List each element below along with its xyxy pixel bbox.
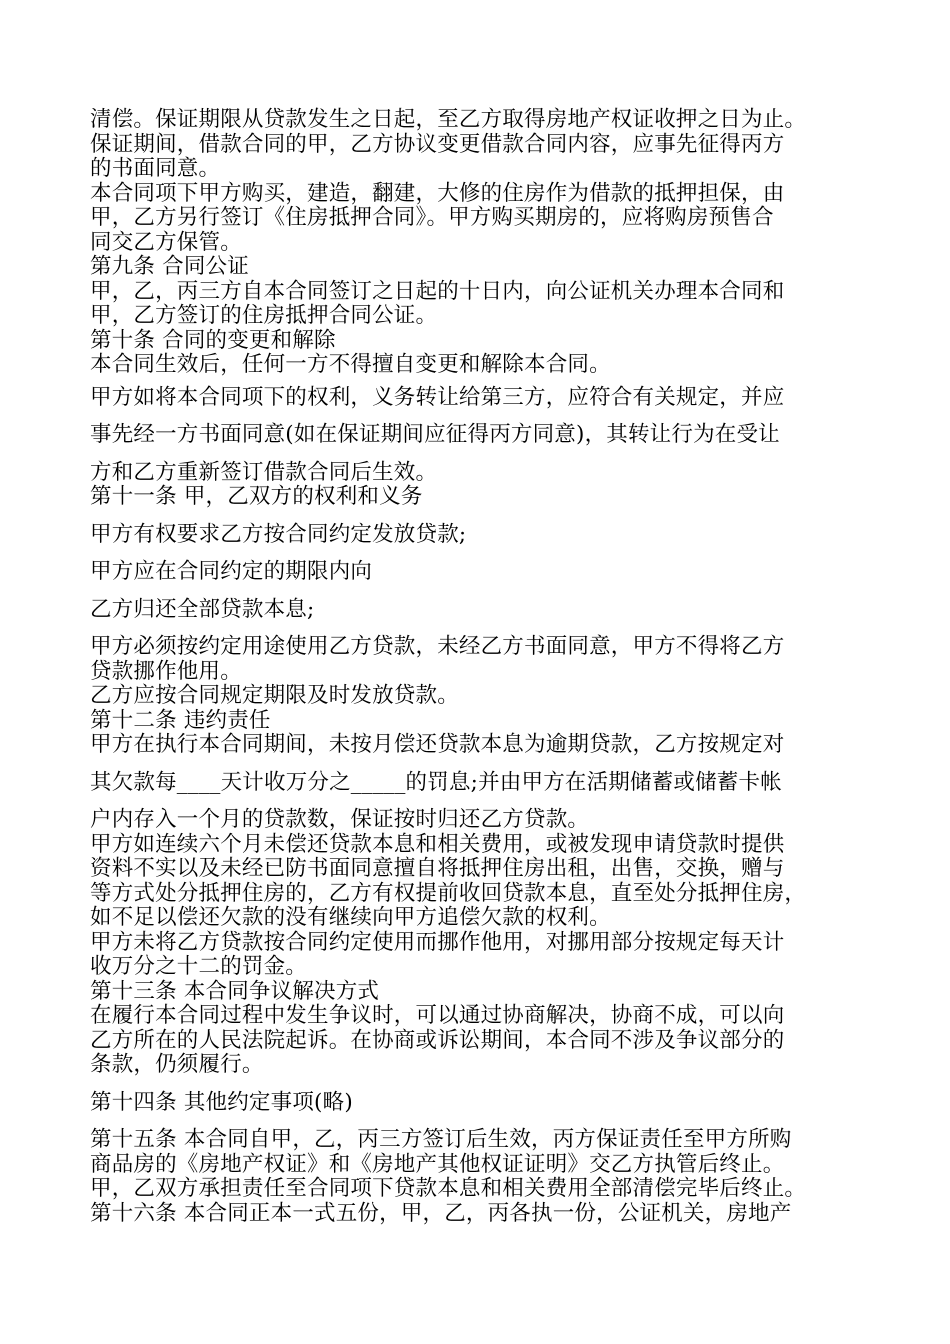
document-body [90,108,880,1226]
text-line: 等方式处分抵押住房的，乙方有权提前收回贷款本息，直至处分抵押住房， [90,880,807,906]
section-heading: 第十条 合同的变更和解除 [90,327,336,353]
text-line: 乙方归还全部贷款本息; [90,596,315,622]
text-line: 同交乙方保管。 [90,229,242,255]
text-line: 甲，乙双方承担责任至合同项下贷款本息和相关费用全部清偿完毕后终止。 [90,1176,807,1201]
text-line: 的书面同意。 [90,156,221,181]
text-line: 清偿。保证期限从贷款发生之日起，至乙方取得房地产权证收押之日为止。 [90,107,807,132]
text-line: 贷款挪作他用。 [90,658,242,684]
text-line: 保证期间，借款合同的甲，乙方协议变更借款合同内容，应事先征得丙方 [90,131,785,157]
text-line: 甲方在执行本合同期间，未按月偿还贷款本息为逾期贷款，乙方按规定对 [90,732,785,757]
text-line: 第十五条 本合同自甲，乙，丙三方签订后生效，丙方保证责任至甲方所购 [90,1127,792,1152]
text-line: 本合同项下甲方购买，建造，翻建，大修的住房作为借款的抵押担保，由 [90,180,785,206]
text-line: 如不足以偿还欠款的没有继续向甲方追偿欠款的权利。 [90,905,611,930]
text-line: 条款，仍须履行。 [90,1052,264,1077]
text-line: 甲方如连续六个月未偿还贷款本息和相关费用，或被发现申请贷款时提供 [90,831,785,857]
text-line: 乙方应按合同规定期限及时发放贷款。 [90,683,459,708]
section-heading: 第九条 合同公证 [90,254,249,279]
text-line: 方和乙方重新签订借款合同后生效。 [90,459,438,485]
section-heading: 第十三条 本合同争议解决方式 [90,978,380,1004]
text-line: 甲方必须按约定用途使用乙方贷款，未经乙方书面同意，甲方不得将乙方 [90,634,785,659]
text-line: 乙方所在的人民法院起诉。在协商或诉讼期间，本合同不涉及争议部分的 [90,1027,785,1053]
text-line: 户内存入一个月的贷款数，保证按时归还乙方贷款。 [90,807,590,832]
text-line: 本合同生效后，任何一方不得擅自变更和解除本合同。 [90,352,611,377]
section-heading: 第十四条 其他约定事项(略) [90,1089,353,1115]
text-line: 事先经一方书面同意(如在保证期间应征得丙方同意)，其转让行为在受让 [90,422,780,447]
text-line: 甲方未将乙方贷款按合同约定使用而挪作他用，对挪用部分按规定每天计 [90,929,785,955]
text-line: 甲，乙，丙三方自本合同签订之日起的十日内，向公证机关办理本合同和 [90,278,785,304]
text-line: 其欠款每____天计收万分之_____的罚息;并由甲方在活期储蓄或储蓄卡帐 [90,769,782,795]
text-line: 商品房的《房地产权证》和《房地产其他权证证明》交乙方执管后终止。 [90,1151,785,1177]
text-line: 第十六条 本合同正本一式五份，甲，乙，丙各执一份，公证机关，房地产 [90,1200,792,1226]
text-line: 甲方有权要求乙方按合同约定发放贷款; [90,521,467,547]
text-line: 收万分之十二的罚金。 [90,954,308,979]
text-line: 资料不实以及未经已防书面同意擅自将抵押住房出租，出售，交换，赠与 [90,856,785,881]
text-line: 甲，乙方签订的住房抵押合同公证。 [90,303,438,328]
text-line: 甲，乙方另行签订《住房抵押合同》。甲方购买期房的，应将购房预售合 [90,205,774,230]
text-line: 甲方应在合同约定的期限内向 [90,559,373,584]
text-line: 在履行本合同过程中发生争议时，可以通过协商解决，协商不成，可以向 [90,1003,785,1028]
text-line: 甲方如将本合同项下的权利，义务转让给第三方，应符合有关规定，并应 [90,384,785,410]
section-heading: 第十一条 甲，乙双方的权利和义务 [90,484,423,509]
section-heading: 第十二条 违约责任 [90,707,271,733]
